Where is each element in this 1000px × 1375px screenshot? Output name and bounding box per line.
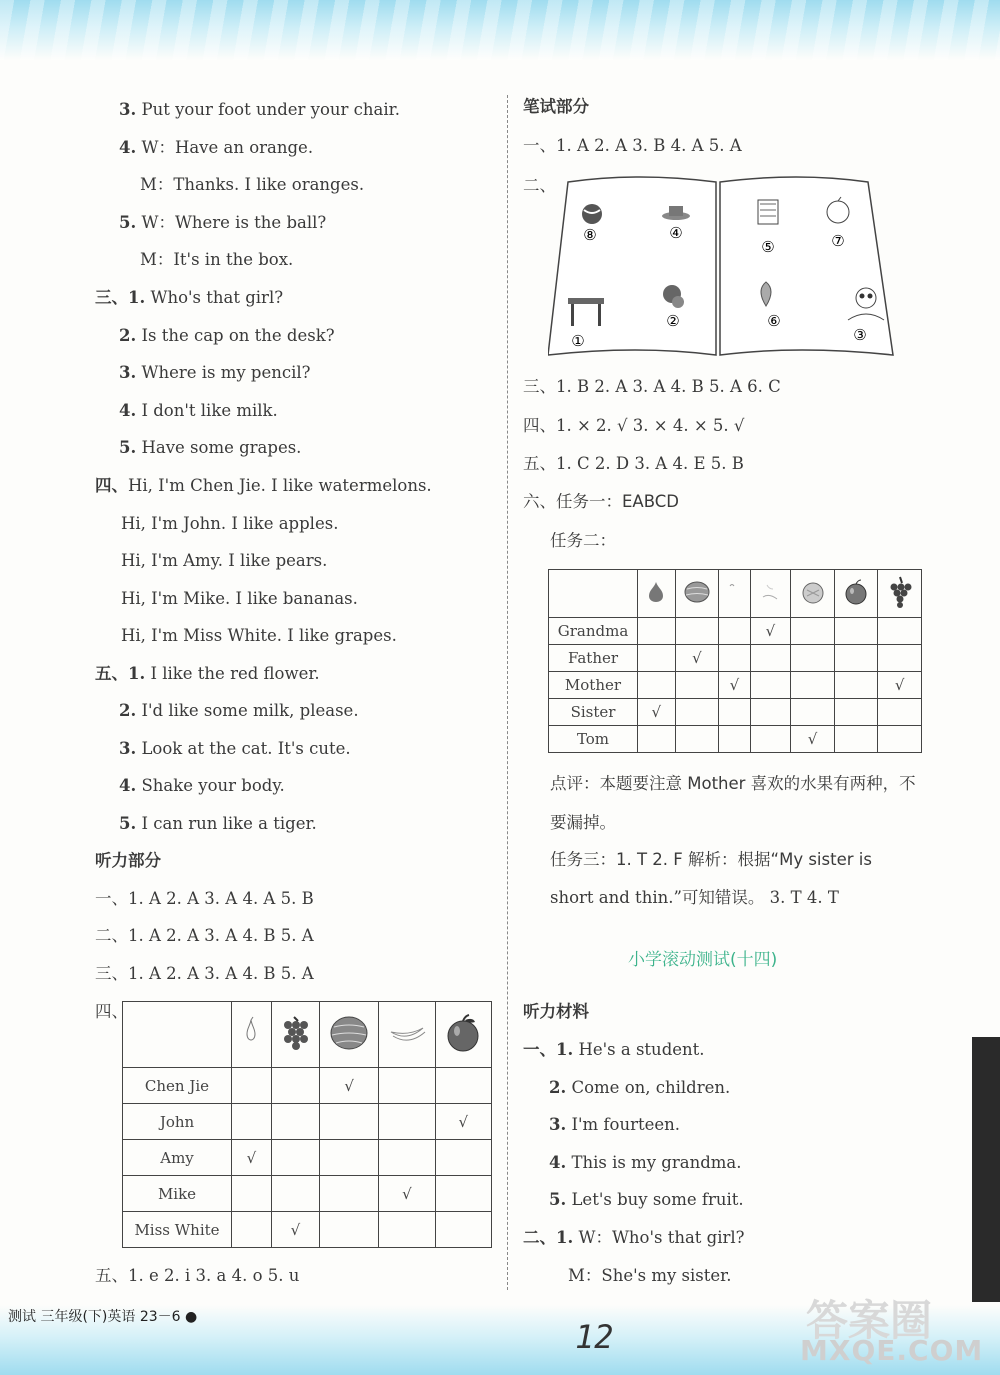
- check-cell: [719, 645, 751, 672]
- answer-line: 三、1. A 2. A 3. A 4. B 5. A: [95, 964, 314, 983]
- row-name: Miss White: [123, 1212, 232, 1248]
- check-cell: √: [232, 1140, 272, 1176]
- check-cell: [878, 618, 922, 645]
- check-cell: [232, 1212, 272, 1248]
- check-cell: [878, 726, 922, 753]
- check-cell: [719, 618, 751, 645]
- check-cell: [791, 699, 835, 726]
- check-cell: √: [878, 672, 922, 699]
- grapes-icon: [271, 1002, 319, 1068]
- table-header-row: [123, 1002, 492, 1068]
- comment-text: 点评：本题要注意 Mother 喜欢的水果有两种，不: [550, 774, 916, 793]
- task-label: 任务二：: [550, 531, 616, 550]
- check-cell: [719, 726, 751, 753]
- watermark-url: MXQE.COM: [800, 1334, 984, 1367]
- answer-line: 五、1. C 2. D 3. A 4. E 5. B: [523, 454, 744, 473]
- check-cell: [638, 726, 676, 753]
- top-decorative-band: [0, 0, 1000, 60]
- check-cell: √: [638, 699, 676, 726]
- grape-bunch-icon: [750, 570, 791, 618]
- circled-number: ⑧: [583, 226, 597, 244]
- text-line: 5. W：Where is the ball?: [119, 213, 327, 232]
- table-row: [549, 645, 922, 672]
- row-name: Mike: [123, 1176, 232, 1212]
- section-title-listening: 听力部分: [95, 851, 161, 870]
- page-footer: 测试 三年级(下)英语 23－6 ●: [8, 1309, 198, 1325]
- ball-icon: [582, 204, 602, 224]
- text-line: 4. I don't like milk.: [119, 401, 278, 420]
- watermark-logo: 答案圈: [806, 1296, 933, 1345]
- check-cell: √: [379, 1176, 435, 1212]
- answer-line: 六、任务一：EABCD: [523, 492, 679, 511]
- text-line: 3. Put your foot under your chair.: [119, 100, 400, 119]
- text-line: Hi, I'm Mike. I like bananas.: [121, 589, 358, 608]
- row-name: Mother: [549, 672, 638, 699]
- schoolbag-icon: [758, 200, 778, 224]
- check-cell: [320, 1104, 379, 1140]
- picture-book-illustration: [548, 170, 898, 360]
- answer-line: 三、1. B 2. A 3. A 4. B 5. A 6. C: [523, 377, 781, 396]
- check-cell: [719, 699, 751, 726]
- task-answer: short and thin.”可知错误。 3. T 4. T: [550, 888, 839, 907]
- check-cell: [878, 699, 922, 726]
- table-corner-cell: [123, 1002, 232, 1068]
- table-header-row: [549, 570, 922, 618]
- table-row: [549, 699, 922, 726]
- answer-line: 四、1. × 2. √ 3. × 4. × 5. √: [523, 416, 745, 435]
- check-cell: [834, 726, 878, 753]
- check-cell: [638, 618, 676, 645]
- text-line: 四、Hi, I'm Chen Jie. I like watermelons.: [95, 476, 432, 495]
- text-line: 4. This is my grandma.: [549, 1153, 742, 1172]
- text-line: 五、1. I like the red flower.: [95, 664, 320, 683]
- apple-icon: [834, 570, 878, 618]
- check-cell: [878, 645, 922, 672]
- answer-line: 二、1. A 2. A 3. A 4. B 5. A: [95, 926, 314, 945]
- side-thumb-tab: [972, 1037, 1000, 1302]
- text-line: Hi, I'm Amy. I like pears.: [121, 551, 328, 570]
- circled-number: ②: [666, 312, 680, 330]
- check-cell: [379, 1212, 435, 1248]
- check-cell: [791, 618, 835, 645]
- check-cell: [834, 645, 878, 672]
- question-label: 四、: [95, 1002, 128, 1021]
- text-line: 3. I'm fourteen.: [549, 1115, 681, 1134]
- check-cell: √: [271, 1212, 319, 1248]
- text-line: 2. Is the cap on the desk?: [119, 326, 335, 345]
- check-cell: √: [750, 618, 791, 645]
- circled-number: ⑤: [761, 238, 775, 256]
- check-cell: [750, 726, 791, 753]
- check-cell: √: [435, 1104, 491, 1140]
- text-line: 3. Look at the cat. It's cute.: [119, 739, 351, 758]
- section-title-written: 笔试部分: [523, 97, 589, 116]
- check-cell: [435, 1212, 491, 1248]
- table-row: [123, 1140, 492, 1176]
- check-cell: [834, 699, 878, 726]
- answer-line: 一、1. A 2. A 3. B 4. A 5. A: [523, 136, 742, 155]
- check-cell: [791, 672, 835, 699]
- check-cell: [271, 1176, 319, 1212]
- text-line: 3. Where is my pencil?: [119, 363, 311, 382]
- table-corner-cell: [549, 570, 638, 618]
- column-divider: [507, 95, 508, 1290]
- text-line: 三、1. Who's that girl?: [95, 288, 284, 307]
- row-name: Tom: [549, 726, 638, 753]
- check-cell: [435, 1068, 491, 1104]
- check-cell: [834, 672, 878, 699]
- text-line: 2. I'd like some milk, please.: [119, 701, 359, 720]
- section-title-material: 听力材料: [523, 1002, 589, 1021]
- table-row: [123, 1068, 492, 1104]
- table-row: [123, 1104, 492, 1140]
- check-cell: [750, 645, 791, 672]
- table-row: [549, 672, 922, 699]
- check-cell: [638, 645, 676, 672]
- row-name: Father: [549, 645, 638, 672]
- check-cell: [675, 672, 719, 699]
- fruit-preference-table: [122, 1001, 492, 1248]
- pear-icon: [232, 1002, 272, 1068]
- text-line: 2. Come on, children.: [549, 1078, 731, 1097]
- strawberry-icon: [791, 570, 835, 618]
- check-cell: [232, 1104, 272, 1140]
- text-line: Hi, I'm John. I like apples.: [121, 514, 339, 533]
- check-cell: [320, 1176, 379, 1212]
- watermelon-icon: [675, 570, 719, 618]
- table-row: [549, 618, 922, 645]
- check-cell: [232, 1068, 272, 1104]
- question-label: 二、: [523, 176, 556, 195]
- check-cell: [379, 1140, 435, 1176]
- check-cell: [834, 618, 878, 645]
- row-name: Grandma: [549, 618, 638, 645]
- family-fruit-table: [548, 569, 922, 753]
- check-cell: √: [719, 672, 751, 699]
- circled-number: ⑦: [831, 232, 845, 250]
- check-cell: [435, 1176, 491, 1212]
- test-fourteen-title: 小学滚动测试(十四): [628, 950, 778, 970]
- apple-icon: [435, 1002, 491, 1068]
- text-line: Hi, I'm Miss White. I like grapes.: [121, 626, 397, 645]
- text-line: 4. W：Have an orange.: [119, 138, 314, 157]
- text-line: 5. Have some grapes.: [119, 438, 302, 457]
- check-cell: [638, 672, 676, 699]
- check-cell: [271, 1068, 319, 1104]
- row-name: Amy: [123, 1140, 232, 1176]
- banana-icon: [379, 1002, 435, 1068]
- text-line: 5. I can run like a tiger.: [119, 814, 317, 833]
- check-cell: [791, 645, 835, 672]
- circled-number: ③: [853, 326, 867, 344]
- page-number: 12: [575, 1318, 614, 1356]
- circled-number: ⑥: [767, 312, 781, 330]
- grapes-icon: [878, 570, 922, 618]
- answer-line: 一、1. A 2. A 3. A 4. A 5. B: [95, 889, 314, 908]
- table-row: [123, 1212, 492, 1248]
- text-line: 二、1. W：Who's that girl?: [523, 1228, 745, 1247]
- table-row: [549, 726, 922, 753]
- text-line: M：It's in the box.: [140, 250, 294, 269]
- check-cell: [320, 1212, 379, 1248]
- check-cell: [750, 672, 791, 699]
- answer-line: 五、1. e 2. i 3. a 4. o 5. u: [95, 1266, 300, 1285]
- row-name: John: [123, 1104, 232, 1140]
- check-cell: [271, 1140, 319, 1176]
- check-cell: [750, 699, 791, 726]
- check-cell: [232, 1176, 272, 1212]
- circled-number: ①: [571, 332, 585, 350]
- watermelon-icon: [320, 1002, 379, 1068]
- check-cell: [435, 1140, 491, 1176]
- check-cell: [675, 618, 719, 645]
- check-cell: [379, 1104, 435, 1140]
- check-cell: [271, 1104, 319, 1140]
- task-answer: 任务三：1. T 2. F 解析：根据“My sister is: [550, 850, 872, 869]
- table-row: [123, 1176, 492, 1212]
- text-line: 4. Shake your body.: [119, 776, 285, 795]
- check-cell: √: [675, 645, 719, 672]
- check-cell: √: [320, 1068, 379, 1104]
- circled-number: ④: [669, 224, 683, 242]
- check-cell: [675, 699, 719, 726]
- text-line: M：She's my sister.: [568, 1266, 732, 1285]
- pear-icon: [638, 570, 676, 618]
- text-line: 一、1. He's a student.: [523, 1040, 705, 1059]
- check-cell: [379, 1068, 435, 1104]
- text-line: 5. Let's buy some fruit.: [549, 1190, 744, 1209]
- row-name: Chen Jie: [123, 1068, 232, 1104]
- check-cell: [320, 1140, 379, 1176]
- check-cell: √: [791, 726, 835, 753]
- banana-icon: [719, 570, 751, 618]
- check-cell: [675, 726, 719, 753]
- text-line: M：Thanks. I like oranges.: [140, 175, 365, 194]
- comment-text: 要漏掉。: [550, 813, 616, 832]
- row-name: Sister: [549, 699, 638, 726]
